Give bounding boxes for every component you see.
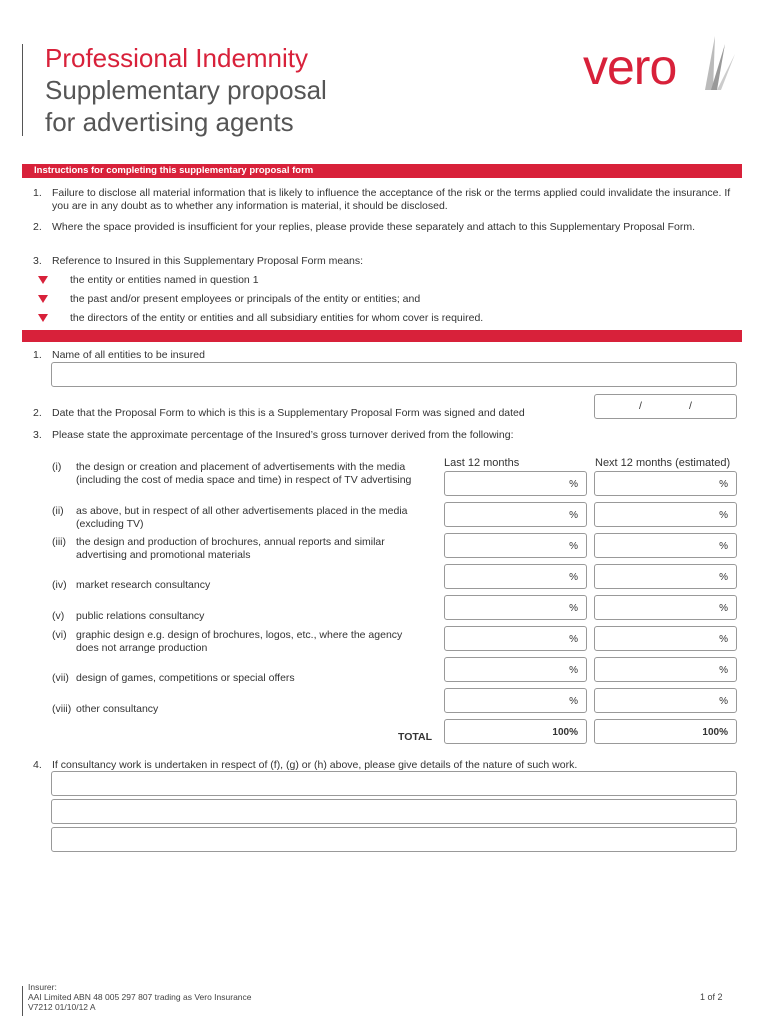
q3-num: 3.	[33, 429, 42, 441]
logo-wordmark: vero	[583, 39, 677, 95]
vero-logo	[583, 30, 743, 100]
footer-rule	[22, 986, 23, 1016]
pct-input-next-viii[interactable]: %	[594, 688, 737, 713]
footer-line-2: AAI Limited ABN 48 005 297 807 trading as Vero Insurance	[28, 992, 252, 1002]
instructions-heading-bar	[22, 164, 742, 178]
title-line-1: Professional Indemnity	[45, 43, 309, 73]
pct-input-next-v[interactable]: %	[594, 595, 737, 620]
footer-line-3: V7212 01/10/12 A	[28, 1002, 96, 1012]
pct-input-last-i[interactable]: %	[444, 471, 587, 496]
pct-input-next-ii[interactable]: %	[594, 502, 737, 527]
pct-input-last-v[interactable]: %	[444, 595, 587, 620]
pct-input-last-viii[interactable]: %	[444, 688, 587, 713]
entities-name-input[interactable]	[51, 362, 737, 387]
pct-input-next-iii[interactable]: %	[594, 533, 737, 558]
q1-num: 1.	[33, 349, 42, 361]
instructions-heading: Instructions for completing this supplementary proposal form	[34, 165, 314, 176]
bullet-text-1: the entity or entities named in question 1	[70, 274, 259, 286]
q3-label: Please state the approximate percentage of the Insured’s gross turnover derived from the following:	[52, 429, 514, 441]
pct-total-next: 100%	[594, 719, 737, 744]
pct-input-last-iv[interactable]: %	[444, 564, 587, 589]
bullet-triangle-icon	[38, 295, 48, 303]
bullet-text-3: the directors of the entity or entities and all subsidiary entities for whom cover is required.	[70, 312, 484, 324]
q2-label: Date that the Proposal Form to which is this is a Supplementary Proposal Form was signed and dated	[52, 407, 525, 419]
header-rule	[22, 44, 23, 136]
pct-input-last-ii[interactable]: %	[444, 502, 587, 527]
page-number: 1 of 2	[700, 992, 723, 1002]
signed-date-input[interactable]	[594, 394, 737, 419]
pct-input-last-iii[interactable]: %	[444, 533, 587, 558]
bullet-triangle-icon	[38, 314, 48, 322]
col-header-next-12-months: Next 12 months (estimated)	[595, 457, 731, 469]
footer-line-1: Insurer:	[28, 982, 57, 992]
consultancy-details-input-2[interactable]	[51, 799, 737, 824]
date-separator-2: /	[689, 400, 692, 412]
date-separator-1: /	[639, 400, 642, 412]
instruction-text-3: Reference to Insured in this Supplementary Proposal Form means:	[52, 255, 364, 267]
pct-input-next-i[interactable]: %	[594, 471, 737, 496]
bullet-triangle-icon	[38, 276, 48, 284]
instruction-text-1: Failure to disclose all material information that is likely to influence the acceptance of the risk or the terms applied could invalidate the insurance. If you are in any doubt as to whether any information is material, it should be disclosed.	[52, 187, 731, 212]
section-divider-bar	[22, 330, 742, 342]
q1-label: Name of all entities to be insured	[52, 349, 205, 361]
q4-num: 4.	[33, 759, 42, 771]
logo-feather-icon	[701, 30, 737, 92]
title-line-2: Supplementary proposal	[45, 75, 327, 105]
col-header-last-12-months: Last 12 months	[444, 457, 520, 469]
pct-input-next-vi[interactable]: %	[594, 626, 737, 651]
instruction-num-1: 1.	[33, 187, 42, 199]
instruction-num-2: 2.	[33, 221, 42, 233]
pct-input-next-vii[interactable]: %	[594, 657, 737, 682]
total-label: TOTAL	[398, 731, 433, 743]
instruction-text-2: Where the space provided is insufficient for your replies, please provide these separately and attach to this Supplementary Proposal Form.	[52, 221, 695, 233]
pct-input-next-iv[interactable]: %	[594, 564, 737, 589]
consultancy-details-input-1[interactable]	[51, 771, 737, 796]
pct-total-last: 100%	[444, 719, 587, 744]
consultancy-details-input-3[interactable]	[51, 827, 737, 852]
pct-input-last-vii[interactable]: %	[444, 657, 587, 682]
bullet-text-2: the past and/or present employees or principals of the entity or entities; and	[70, 293, 421, 305]
pct-input-last-vi[interactable]: %	[444, 626, 587, 651]
q4-label: If consultancy work is undertaken in respect of (f), (g) or (h) above, please give details of the nature of such work.	[52, 759, 578, 771]
title-line-3: for advertising agents	[45, 107, 294, 137]
footer-insurer	[28, 982, 252, 1012]
q2-num: 2.	[33, 407, 42, 419]
instruction-num-3: 3.	[33, 255, 42, 267]
